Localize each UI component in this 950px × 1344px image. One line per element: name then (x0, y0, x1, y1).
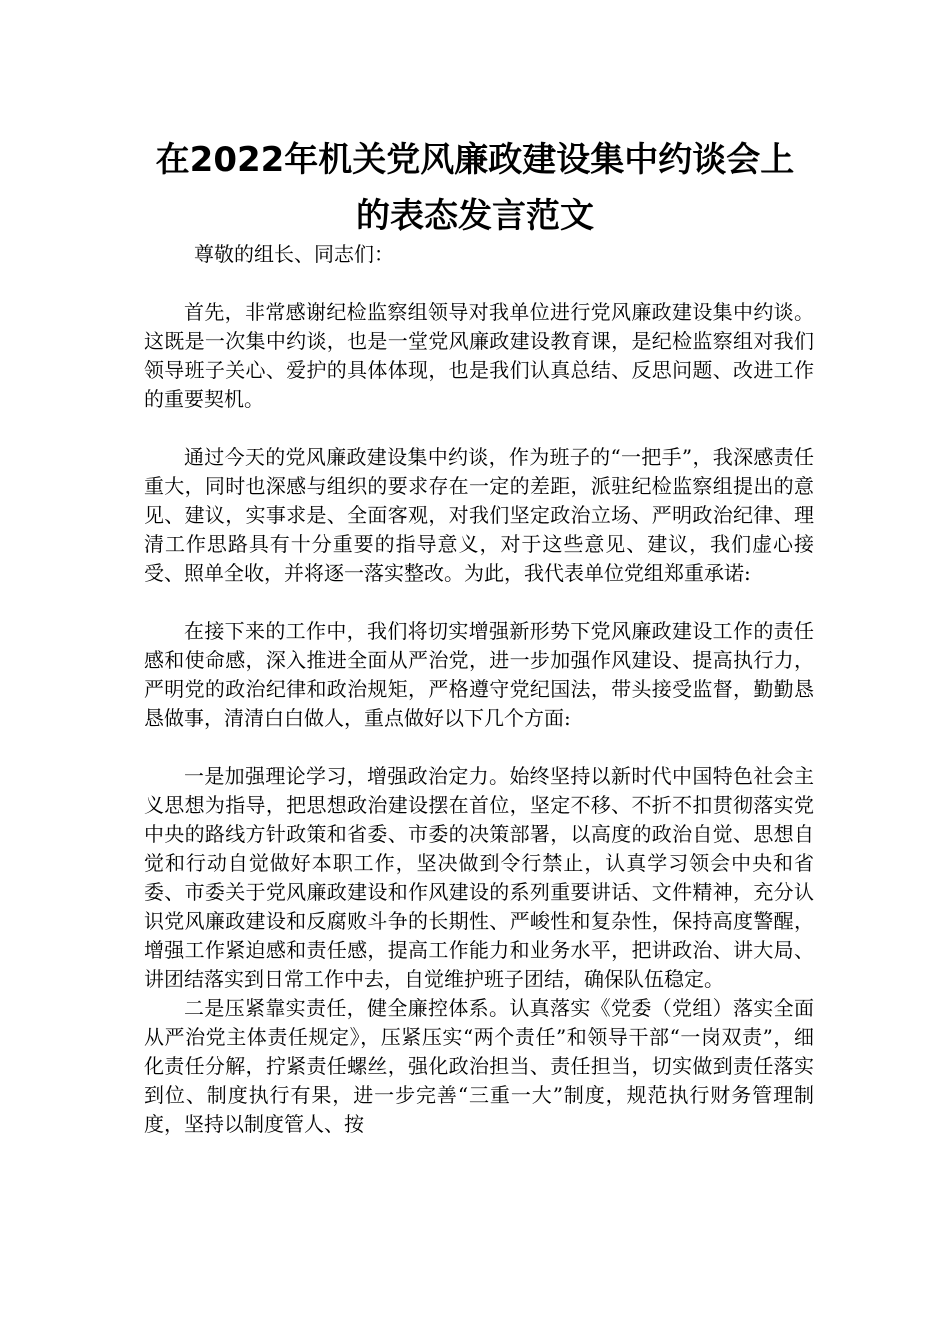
title-line-1: 在2022年机关党风廉政建设集中约谈会上 (155, 140, 795, 180)
salutation: 尊敬的组长、同志们： (194, 242, 394, 266)
paragraph-point-two: 二是压紧靠实责任，健全廉控体系。认真落实《党委（党组）落实全面从严治党主体责任规定》，压紧压实“两个责任”和领导干部“一岗双责”，细化责任分解，拧紧责任螺丝，强化政治担当、责任担当，切实做到责任落实到位、制度执行有果，进一步完善“三重一大”制度，规范执行财务管理制度，坚持以制度管人、按 (144, 996, 814, 1136)
document-body (144, 240, 814, 1139)
document-title (120, 132, 830, 244)
paragraph-point-one: 一是加强理论学习，增强政治定力。始终坚持以新时代中国特色社会主义思想为指导，把思想政治建设摆在首位，坚定不移、不折不扣贯彻落实党中央的路线方针政策和省委、市委的决策部署，以高度的政治自觉、思想自觉和行动自觉做好本职工作，坚决做到令行禁止，认真学习领会中央和省委、市委关于党风廉政建设和作风建设的系列重要讲话、文件精神，充分认识党风廉政建设和反腐败斗争的长期性、严峻性和复杂性，保持高度警醒，增强工作紧迫感和责任感，提高工作能力和业务水平，把讲政治、讲大局、讲团结落实到日常工作中去，自觉维护班子团结，确保队伍稳定。 (144, 764, 814, 991)
title-line-2: 的表态发言范文 (356, 196, 594, 236)
paragraph-commitment: 通过今天的党风廉政建设集中约谈，作为班子的“一把手”，我深感责任重大，同时也深感与组织的要求存在一定的差距，派驻纪检监察组提出的意见、建议，实事求是、全面客观，对我们坚定政治立场、严明政治纪律、理清工作思路具有十分重要的指导意义，对于这些意见、建议，我们虚心接受、照单全收，并将逐一落实整改。为此，我代表单位党组郑重承诺: (144, 445, 814, 585)
paragraph-opening: 首先，非常感谢纪检监察组领导对我单位进行党风廉政建设集中约谈。这既是一次集中约谈，也是一堂党风廉政建设教育课，是纪检监察组对我们领导班子关心、爱护的具体体现，也是我们认真总结、反思问题、改进工作的重要契机。 (144, 300, 814, 411)
paragraph-focus-areas: 在接下来的工作中，我们将切实增强新形势下党风廉政建设工作的责任感和使命感，深入推进全面从严治党，进一步加强作风建设、提高执行力，严明党的政治纪律和政治规矩，严格遵守党纪国法，带头接受监督，勤勤恳恳做事，清清白白做人，重点做好以下几个方面: (144, 619, 814, 730)
